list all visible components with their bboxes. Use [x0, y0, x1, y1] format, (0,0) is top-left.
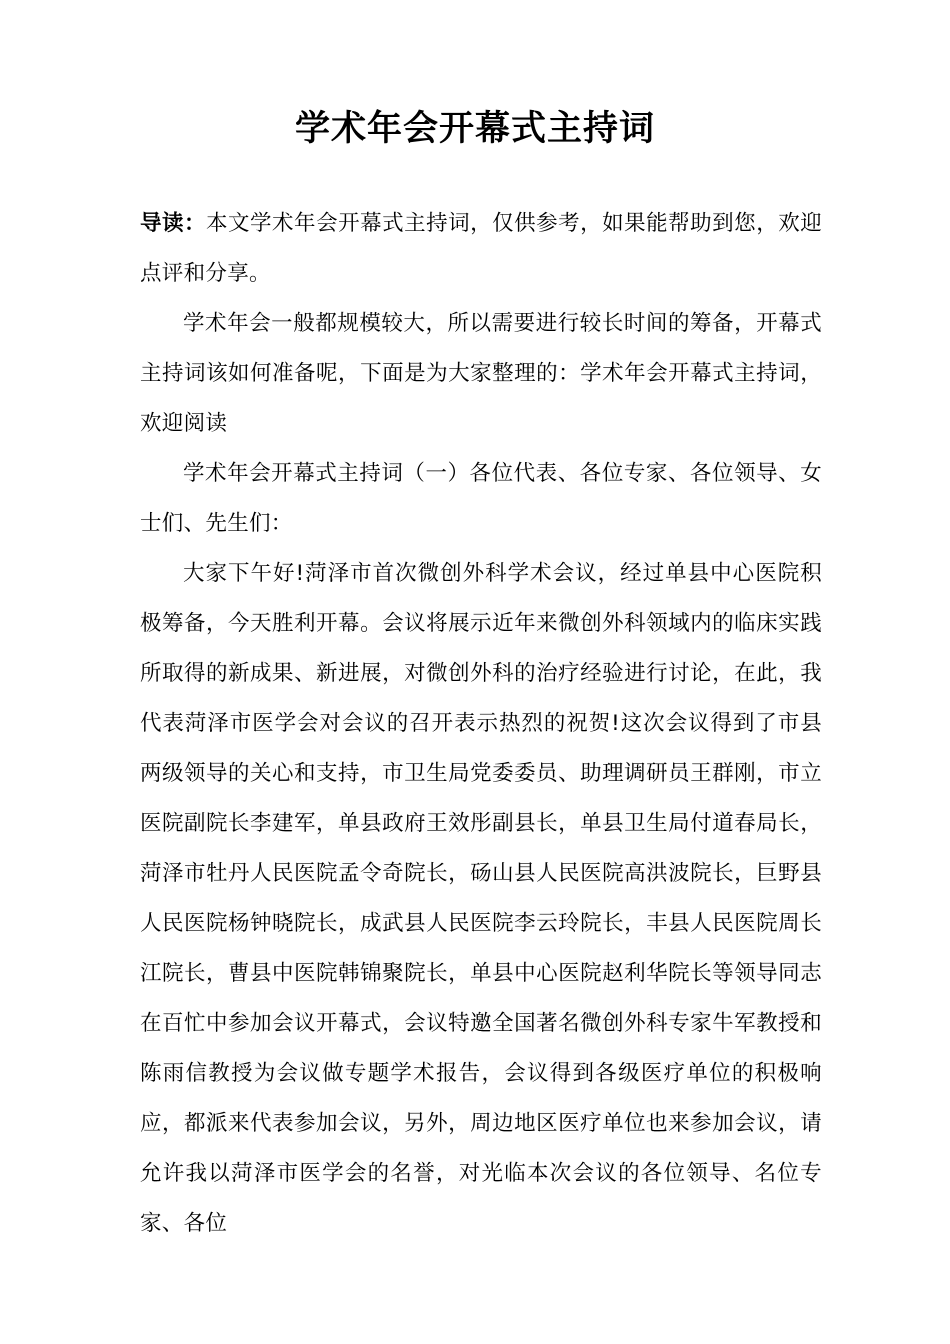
- body-paragraph: 大家下午好!菏泽市首次微创外科学术会议，经过单县中心医院积极筹备，今天胜利开幕。会议将展示近年来微创外科领域内的临床实践所取得的新成果、新进展，对微创外科的治疗经验进行讨论，在此，我代表菏泽市医学会对会议的召开表示热烈的祝贺!这次会议得到了市县两级领导的关心和支持，市卫生局党委委员、助理调研员王群刚，市立医院副院长李建军，单县政府王效彤副县长，单县卫生局付道春局长，菏泽市牡丹人民医院孟令奇院长，砀山县人民医院高洪波院长，巨野县人民医院杨钟晓院长，成武县人民医院李云玲院长，丰县人民医院周长江院长，曹县中医院韩锦聚院长，单县中心医院赵利华院长等领导同志在百忙中参加会议开幕式，会议特邀全国著名微创外科专家牛军教授和陈雨信教授为会议做专题学术报告，会议得到各级医疗单位的积极响应，都派来代表参加会议，另外，周边地区医疗单位也来参加会议，请允许我以菏泽市医学会的名誉，对光临本次会议的各位领导、名位专家、各位: [140, 561, 822, 1236]
- lead-paragraph: [140, 199, 822, 299]
- body-paragraph: 学术年会一般都规模较大，所以需要进行较长时间的筹备，开幕式主持词该如何准备呢，下面是为大家整理的：学术年会开幕式主持词，欢迎阅读: [140, 311, 822, 436]
- lead-label: 导读：: [140, 211, 207, 236]
- lead-text: 本文学术年会开幕式主持词，仅供参考，如果能帮助到您，欢迎点评和分享。: [140, 211, 823, 286]
- document-body: [140, 199, 822, 1249]
- document-title: 学术年会开幕式主持词: [294, 109, 655, 149]
- body-paragraph: 学术年会开幕式主持词（一）各位代表、各位专家、各位领导、女士们、先生们：: [140, 461, 822, 536]
